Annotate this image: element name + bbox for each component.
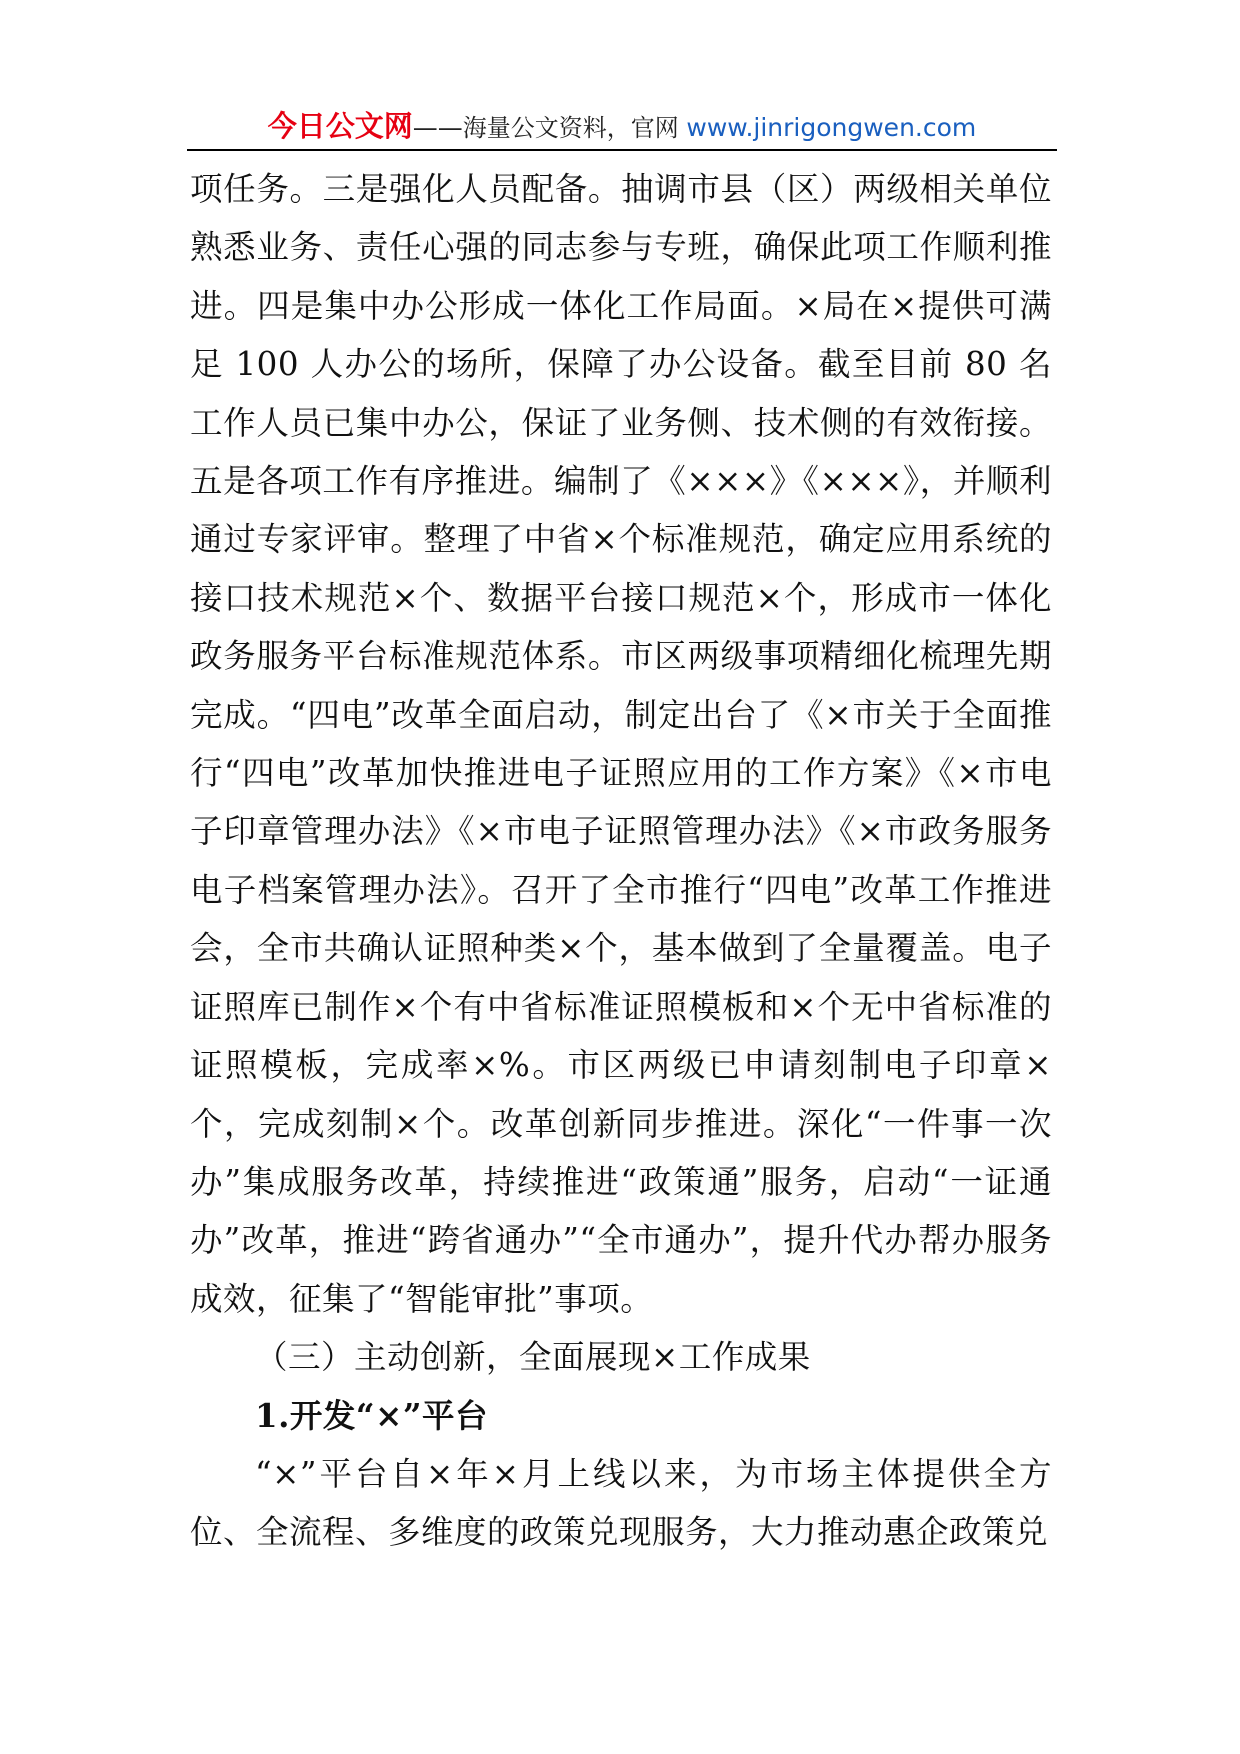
body-paragraph: “×”平台自×年×月上线以来，为市场主体提供全方位、全流程、多维度的政策兑现服务，大力推动惠企政策兑 <box>190 1454 1052 1552</box>
document-body <box>190 160 1052 1562</box>
header-separator: —— <box>412 113 463 142</box>
body-paragraph: 项任务。三是强化人员配备。抽调市县（区）两级相关单位熟悉业务、责任心强的同志参与专班，确保此项工作顺利推进。四是集中办公形成一体化工作局面。×局在×提供可满足 100 人办公的场所，保障了办公设备。截至目前 80 名工作人员已集中办公，保证了业务侧、技术侧的有效衔接。五是各项工作有序推进。编制了《×××》《×××》，并顺利通过专家评审。整理了中省×个标准规范，确定应用系统的接口技术规范×个、数据平台接口规范×个，形成市一体化政务服务平台标准规范体系。市区两级事项精细化梳理先期完成。“四电”改革全面启动，制定出台了《×市关于全面推行“四电”改革加快推进电子证照应用的工作方案》《×市电子印章管理办法》《×市电子证照管理办法》《×市政务服务电子档案管理办法》。召开了全市推行“四电”改革工作推进会，全市共确认证照种类×个，基本做到了全量覆盖。电子证照库已制作×个有中省标准证照模板和×个无中省标准的证照模板，完成率×%。市区两级已申请刻制电子印章×个，完成刻制×个。改革创新同步推进。深化“一件事一次办”集成服务改革，持续推进“政策通”服务，启动“一证通办”改革，推进“跨省通办”“全市通办”，提升代办帮办服务成效，征集了“智能审批”事项。 <box>190 170 1052 1318</box>
header-site-link[interactable]: www.jinrigongwen.com <box>686 113 977 142</box>
header-tagline: 海量公文资料，官网 <box>462 114 687 142</box>
header-divider <box>187 149 1057 151</box>
section-heading: （三）主动创新，全面展现×工作成果 <box>255 1338 811 1377</box>
page-header <box>187 106 1057 146</box>
sub-heading: 1.开发“×”平台 <box>255 1395 489 1435</box>
header-brand: 今日公文网 <box>267 109 413 143</box>
